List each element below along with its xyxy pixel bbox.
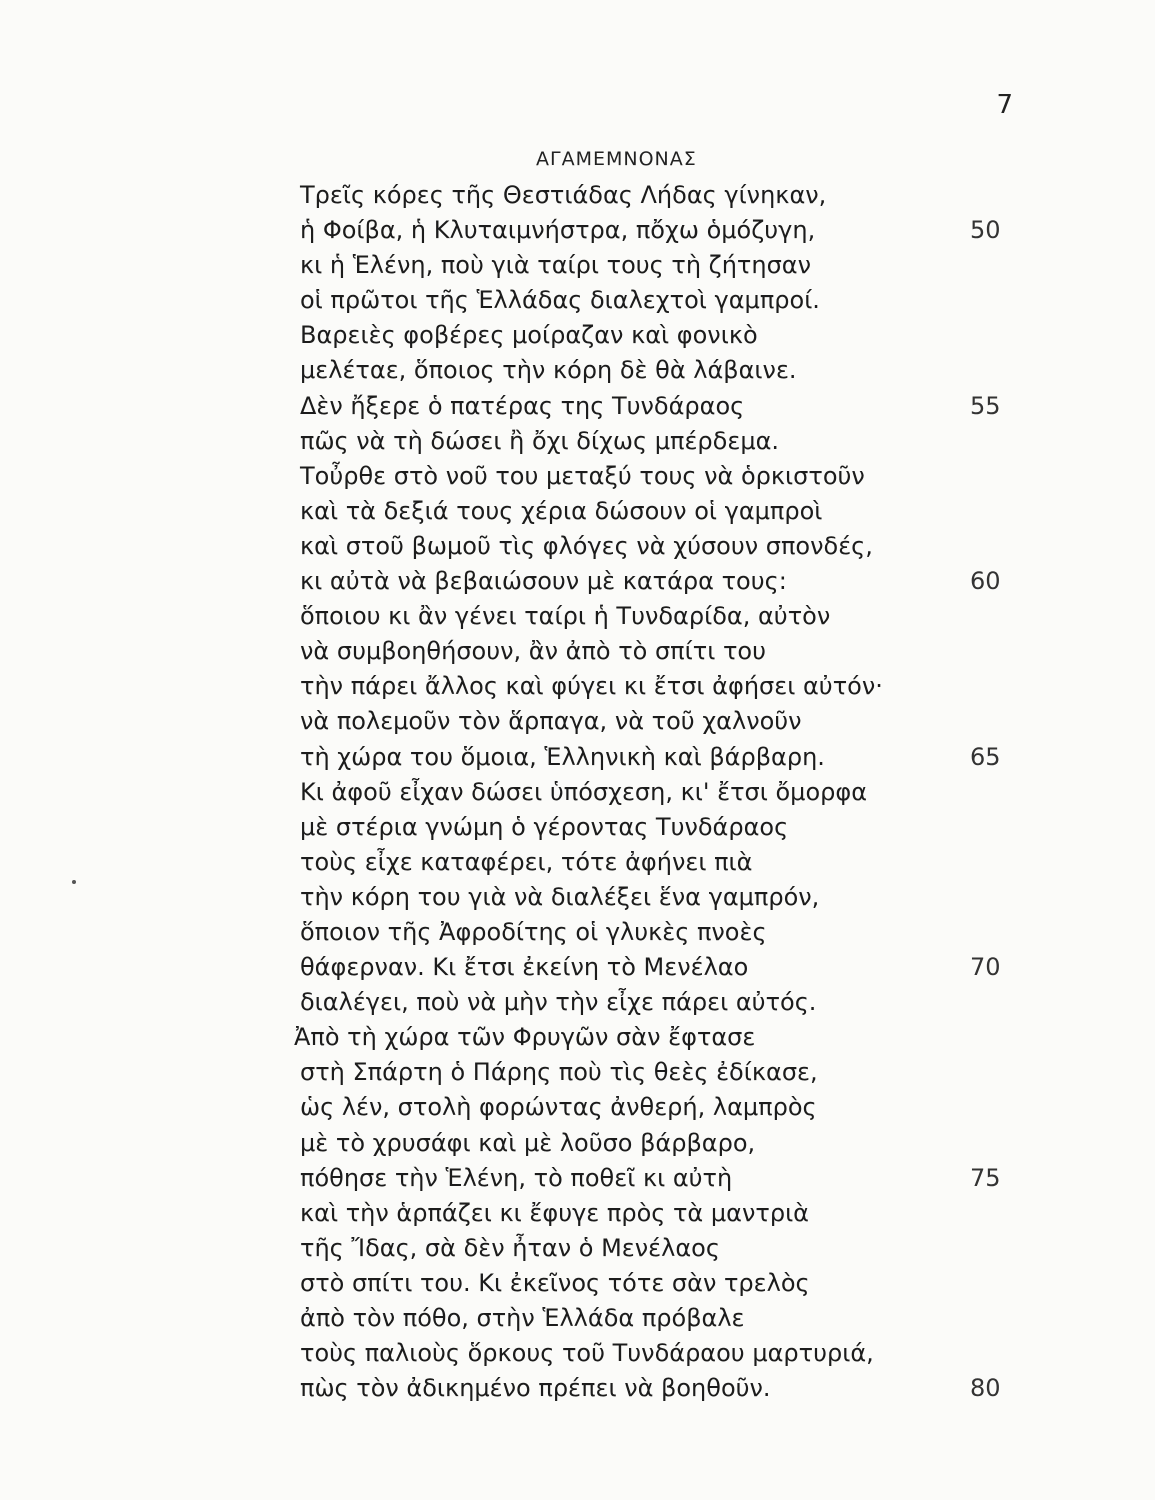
verse-line-text: μὲ τὸ χρυσάφι καὶ μὲ λοῦσο βάρβαρο, [300, 1128, 756, 1157]
verse-line [0, 1231, 1155, 1266]
verse-line [0, 599, 1155, 634]
verse-line-text: στὴ Σπάρτη ὁ Πάρης ποὺ τὶς θεὲς ἐδίκασε, [300, 1058, 818, 1087]
verse-line [0, 915, 1155, 950]
verse-line [0, 248, 1155, 283]
line-number: 60 [970, 567, 1001, 596]
verse-line-text: τοὺς εἶχε καταφέρει, τότε ἀφήνει πιὰ [300, 847, 753, 876]
verse-line-text: νὰ πολεμοῦν τὸν ἅρπαγα, νὰ τοῦ χαλνοῦν [300, 707, 802, 736]
verse-line-text: καὶ στοῦ βωμοῦ τὶς φλόγες νὰ χύσουν σπονδές, [300, 531, 873, 560]
verse-line-text: τὴν πάρει ἄλλος καὶ φύγει κι ἔτσι ἀφήσει αὐτόν· [300, 672, 883, 701]
verse-line-text: μὲ στέρια γνώμη ὁ γέροντας Τυνδάραος [300, 812, 789, 841]
verse-line [0, 318, 1155, 353]
line-number: 80 [970, 1374, 1001, 1403]
verse-line [0, 213, 1155, 248]
verse-line [0, 775, 1155, 810]
speaker-heading: ΑΓΑΜΕΜΝΟΝΑΣ [536, 148, 697, 170]
verse-line-text: Τρεῖς κόρες τῆς Θεστιάδας Λήδας γίνηκαν, [300, 181, 827, 209]
verse-line [0, 740, 1155, 775]
stray-mark [72, 880, 76, 884]
verse-line [0, 1126, 1155, 1161]
verse-line-text: καὶ τὴν ἁρπάζει κι ἔφυγε πρὸς τὰ μαντριὰ [300, 1198, 810, 1227]
verse-line-text: ἀπὸ τὸν πόθο, στὴν Ἑλλάδα πρόβαλε [300, 1304, 745, 1332]
verse-line [0, 1055, 1155, 1090]
line-number: 55 [970, 391, 1001, 420]
verse-line [0, 459, 1155, 494]
verse-line-text: πόθησε τὴν Ἑλένη, τὸ ποθεῖ κι αὐτὴ [300, 1163, 733, 1192]
verse-line [0, 1371, 1155, 1406]
verse-line-text: πῶς νὰ τὴ δώσει ἢ ὄχι δίχως μπέρδεμα. [300, 426, 780, 455]
verse-line-text: καὶ τὰ δεξιά τους χέρια δώσουν οἱ γαμπροὶ [300, 496, 823, 525]
verse-line-text: στὸ σπίτι του. Κι ἐκεῖνος τότε σὰν τρελὸς [300, 1268, 810, 1297]
verse-line [0, 845, 1155, 880]
line-number: 65 [970, 742, 1001, 771]
verse-line [0, 1020, 1155, 1055]
verse-line [0, 283, 1155, 318]
verse-line-text: πὼς τὸν ἀδικημένο πρέπει νὰ βοηθοῦν. [300, 1374, 771, 1403]
line-number: 70 [970, 953, 1001, 982]
verse-line-text: ὅποιον τῆς Ἀφροδίτης οἱ γλυκὲς πνοὲς [300, 917, 767, 946]
verse-line [0, 353, 1155, 388]
verse-line [0, 1336, 1155, 1371]
verse-line-text: ἡ Φοίβα, ἡ Κλυταιμνήστρα, πὄχω ὁμόζυγη, [300, 216, 816, 245]
verse-line [0, 1161, 1155, 1196]
verse-line-text: διαλέγει, ποὺ νὰ μὴν τὴν εἶχε πάρει αὐτός. [300, 988, 817, 1017]
verse-line-text: μελέταε, ὅποιος τὴν κόρη δὲ θὰ λάβαινε. [300, 356, 797, 385]
verse-line-text: οἱ πρῶτοι τῆς Ἑλλάδας διαλεχτοὶ γαμπροί. [300, 286, 820, 315]
verse-line-text: τὴ χώρα του ὅμοια, Ἑλληνικὴ καὶ βάρβαρη. [300, 742, 825, 771]
verse-line-text: τῆς Ἴδας, σὰ δὲν ἦταν ὁ Μενέλαος [300, 1233, 720, 1262]
verse-line-text: Τοὖρθε στὸ νοῦ του μεταξύ τους νὰ ὁρκιστοῦν [300, 461, 865, 490]
verse-line [0, 634, 1155, 669]
line-number: 50 [970, 216, 1001, 245]
verse-line [0, 424, 1155, 459]
verse-line [0, 529, 1155, 564]
verse-line [0, 564, 1155, 599]
verse-line-text: κι αὐτὰ νὰ βεβαιώσουν μὲ κατάρα τους: [300, 567, 787, 596]
verse-line-text: ὅποιου κι ἂν γένει ταίρι ἡ Τυνδαρίδα, αὐτὸν [300, 602, 831, 631]
verse-line [0, 178, 1155, 213]
verse-line [0, 810, 1155, 845]
verse-line-text: Δὲν ἤξερε ὁ πατέρας της Τυνδάραος [300, 391, 745, 420]
verse-line [0, 1301, 1155, 1336]
verse-line [0, 389, 1155, 424]
verse-line-text: νὰ συμβοηθήσουν, ἂν ἀπὸ τὸ σπίτι του [300, 637, 766, 666]
verse-line-text: Βαρειὲς φοβέρες μοίραζαν καὶ φονικὸ [300, 321, 758, 350]
verse-line-text: Κι ἀφοῦ εἶχαν δώσει ὑπόσχεση, κι' ἔτσι ὄμορφα [300, 777, 868, 806]
verse-line [0, 1196, 1155, 1231]
verse-line [0, 704, 1155, 739]
verse-line [0, 1266, 1155, 1301]
page-number: 7 [996, 90, 1013, 120]
verse-line-text: ὡς λέν, στολὴ φορώντας ἀνθερή, λαμπρὸς [300, 1093, 817, 1122]
verse-line [0, 1090, 1155, 1125]
verse-line-text: τοὺς παλιοὺς ὅρκους τοῦ Τυνδάραου μαρτυριά, [300, 1339, 874, 1368]
verse-line-text: θάφερναν. Κι ἔτσι ἐκείνη τὸ Μενέλαο [300, 953, 749, 982]
verse-line [0, 985, 1155, 1020]
verse-line [0, 880, 1155, 915]
verse-line-text: τὴν κόρη του γιὰ νὰ διαλέξει ἕνα γαμπρόν, [300, 882, 820, 911]
verse-block [0, 178, 1155, 1406]
line-number: 75 [970, 1163, 1001, 1192]
verse-line [0, 494, 1155, 529]
verse-line [0, 950, 1155, 985]
verse-line-text: κι ἡ Ἑλένη, ποὺ γιὰ ταίρι τους τὴ ζήτησαν [300, 251, 812, 280]
verse-line-text: Ἀπὸ τὴ χώρα τῶν Φρυγῶν σὰν ἔφτασε [294, 1023, 756, 1052]
verse-line [0, 669, 1155, 704]
